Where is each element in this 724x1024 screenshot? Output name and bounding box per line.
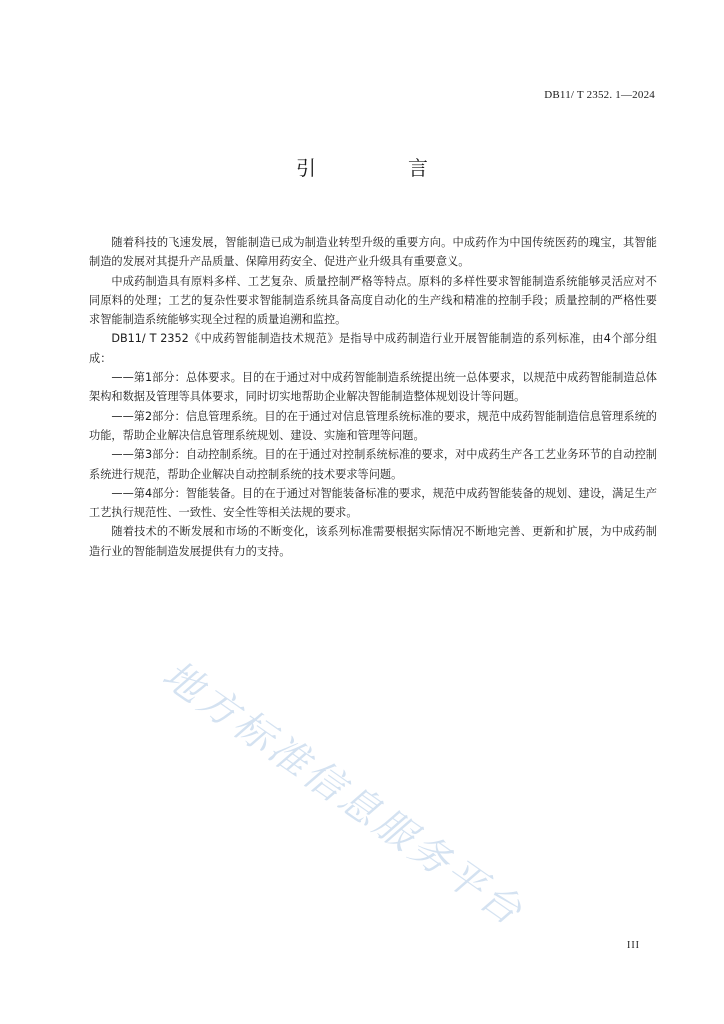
document-code: DB11/ T 2352. 1—2024 (544, 89, 655, 101)
page-number: III (627, 940, 640, 951)
paragraph-series-overview: DB11/ T 2352《中成药智能制造技术规范》是指导中成药制造行业开展智能制造的系列标准，由4个部分组成： (89, 332, 657, 365)
paragraph-conclusion: 随着技术的不断发展和市场的不断变化，该系列标准需要根据实际情况不断地完善、更新和扩展，为中成药制造行业的智能制造发展提供有力的支持。 (89, 525, 657, 558)
paragraph-background: 随着科技的飞速发展，智能制造已成为制造业转型升级的重要方向。中成药作为中国传统医药的瑰宝，其智能制造的发展对其提升产品质量、保障用药安全、促进产业升级具有重要意义。 (89, 236, 657, 269)
paragraph-part-4: ——第4部分：智能装备。目的在于通过对智能装备标准的要求，规范中成药智能装备的规划、建设，满足生产工艺执行规范性、一致性、安全性等相关法规的要求。 (89, 486, 657, 520)
page-title: 引 言 (296, 156, 464, 180)
body-text (89, 233, 657, 561)
paragraph-characteristics: 中成药制造具有原料多样、工艺复杂、质量控制严格等特点。原料的多样性要求智能制造系统能够灵活应对不同原料的处理；工艺的复杂性要求智能制造系统具备高度自动化的生产线和精准的控制手段；质量控制的严格性要求智能制造系统能够实现全过程的质量追溯和监控。 (89, 274, 657, 327)
paragraph-part-2: ——第2部分：信息管理系统。目的在于通过对信息管理系统标准的要求，规范中成药智能制造信息管理系统的功能，帮助企业解决信息管理系统规划、建设、实施和管理等问题。 (89, 409, 657, 442)
watermark: 地方标准信息服务平台 (154, 652, 533, 936)
paragraph-part-1: ——第1部分：总体要求。目的在于通过对中成药智能制造系统提出统一总体要求，以规范中成药智能制造总体架构和数据及管理等具体要求，同时切实地帮助企业解决智能制造整体规划设计等问题。 (89, 371, 657, 404)
paragraph-part-3: ——第3部分：自动控制系统。目的在于通过对控制系统标准的要求，对中成药生产各工艺业务环节的自动控制系统进行规范，帮助企业解决自动控制系统的技术要求等问题。 (89, 448, 657, 481)
